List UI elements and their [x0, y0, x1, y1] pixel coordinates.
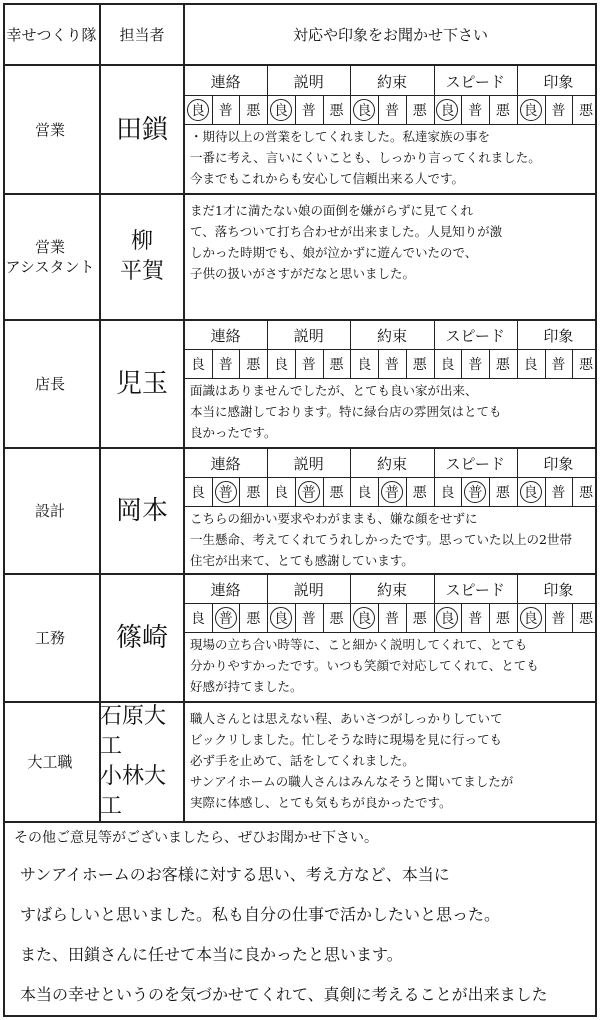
category-label: 連絡 — [210, 580, 241, 599]
staff-name — [100, 448, 184, 574]
header-staff: 担当者 — [119, 26, 165, 44]
footer-comment-line: すばらしいと思いました。私も自分の仕事で活かしたいと思った。 — [20, 905, 501, 924]
role-text — [35, 120, 65, 140]
category-label: 約束 — [376, 454, 407, 473]
rating-divider — [184, 95, 597, 96]
rating-option: 普 — [301, 357, 316, 373]
category-label: 説明 — [293, 454, 324, 473]
role-line: 大工職 — [27, 753, 73, 771]
role-label — [0, 66, 100, 194]
footer-comment-line: また、田鎖さんに任せて本当に良かったと思います。 — [20, 945, 403, 964]
role-text — [35, 628, 65, 648]
rating-option: 悪 — [329, 357, 344, 373]
role-label — [0, 702, 100, 822]
header-team: 幸せつくり隊 — [6, 26, 97, 44]
role-label — [0, 448, 100, 574]
rating-option: 良 — [274, 357, 289, 373]
rating-option: 悪 — [246, 485, 261, 501]
rating-option: 普 — [468, 611, 483, 627]
selected-rating-circle — [270, 607, 292, 629]
comment-line: ビックリしました。忙しそうな時に現場を見に行っても — [190, 732, 503, 747]
role-line: 営業 — [34, 121, 65, 139]
staff-name — [100, 702, 184, 822]
category-label: スピード — [445, 72, 505, 91]
rating-option: 悪 — [495, 485, 510, 501]
role-text — [35, 501, 65, 521]
staff-name — [100, 574, 184, 702]
rating-option: 普 — [551, 103, 566, 119]
rating-divider — [184, 477, 597, 478]
role-line: 営業 — [34, 238, 65, 256]
category-label: 連絡 — [210, 72, 241, 91]
role-text — [35, 374, 65, 394]
comment-line: 実際に体感し、とても気もちが良かったです。 — [190, 795, 452, 810]
staff-name-line: 石原大工 — [100, 704, 167, 759]
category-label: 印象 — [543, 326, 574, 345]
rating-option: 普 — [301, 611, 316, 627]
role-label — [0, 194, 100, 320]
role-label — [0, 574, 100, 702]
rating-option: 良 — [274, 103, 289, 119]
rating-option: 普 — [468, 357, 483, 373]
comment-line: 職人さんとは思えない程、あいさつがしっかりしていて — [190, 711, 503, 726]
comment-line: 現場の立ち合い時等に、こと細かく説明してくれて、とても — [190, 637, 528, 652]
rating-option: 良 — [190, 103, 205, 119]
rating-option: 良 — [190, 485, 205, 501]
rating-option: 良 — [523, 611, 538, 627]
staff-name-line: 柳 — [130, 229, 153, 254]
rating-option: 悪 — [246, 103, 261, 119]
staff-name — [100, 320, 184, 448]
rating-option: 悪 — [412, 357, 427, 373]
selected-rating-circle — [215, 607, 237, 629]
comment-line: 分かりやすかったです。いつも笑顔で対応してくれて、とても — [190, 658, 539, 673]
category-label: 説明 — [293, 580, 324, 599]
staff-name-line: 田鎖 — [115, 115, 168, 145]
rating-option: 悪 — [579, 103, 594, 119]
comment-line: 好感が持てました。 — [190, 679, 303, 694]
rating-divider — [184, 506, 597, 507]
rating-divider — [184, 349, 597, 350]
rating-option: 普 — [384, 485, 399, 501]
staff-name-line: 児玉 — [115, 369, 168, 399]
selected-rating-circle — [215, 481, 237, 503]
selected-rating-circle — [381, 481, 403, 503]
rating-option: 悪 — [412, 611, 427, 627]
staff-name-line: 岡本 — [115, 496, 168, 526]
staff-name-line: 平賀 — [119, 259, 164, 284]
rating-option: 普 — [468, 485, 483, 501]
rating-option: 良 — [440, 485, 455, 501]
rating-divider — [184, 124, 597, 125]
rating-option: 普 — [551, 485, 566, 501]
rating-divider — [184, 378, 597, 379]
rating-option: 悪 — [495, 357, 510, 373]
category-label: 印象 — [543, 454, 574, 473]
rating-option: 普 — [384, 103, 399, 119]
comment-line: 良かったです。 — [190, 425, 277, 440]
rating-divider — [184, 632, 597, 633]
comment-line: て、落ちついて打ち合わせが出来ました。人見知りが激 — [190, 224, 503, 239]
rating-option: 悪 — [495, 103, 510, 119]
category-label: 説明 — [293, 326, 324, 345]
rating-option: 良 — [523, 485, 538, 501]
rating-option: 良 — [357, 485, 372, 501]
comment-line: こちらの細かい要求やわがままも、嫌な顔をせずに — [190, 511, 478, 526]
selected-rating-circle — [520, 607, 542, 629]
staff-name — [100, 194, 184, 320]
footer-comment-line: 本当の幸せというのを気づかせてくれて、真剣に考えることが出来ました — [20, 985, 548, 1004]
rating-option: 普 — [384, 611, 399, 627]
rating-option: 良 — [357, 357, 372, 373]
rating-option: 良 — [523, 357, 538, 373]
staff-name-line: 小林大工 — [100, 764, 167, 819]
rating-option: 悪 — [329, 611, 344, 627]
role-line: 工務 — [34, 629, 65, 647]
comment-line: 本当に感謝しております。特に緑台店の雰囲気はとても — [190, 404, 502, 419]
category-label: 説明 — [293, 72, 324, 91]
rating-option: 悪 — [579, 611, 594, 627]
rating-option: 良 — [440, 357, 455, 373]
category-label: スピード — [445, 580, 505, 599]
comment-line: 一生懸命、考えてくれてうれしかったです。思っていた以上の2世帯 — [190, 532, 572, 547]
comment-line: 住宅が出来て、とても感謝しています。 — [190, 553, 414, 568]
rating-option: 普 — [301, 485, 316, 501]
rating-option: 良 — [357, 611, 372, 627]
comment-line: 今までもこれからも安心して信頼出来る人です。 — [190, 171, 465, 186]
rating-option: 良 — [523, 103, 538, 119]
footer-label: その他ご意見等がございましたら、ぜひお聞かせ下さい。 — [14, 830, 378, 846]
rating-option: 悪 — [412, 485, 427, 501]
rating-option: 良 — [190, 357, 205, 373]
comment-line: サンアイホームの職人さんはみんなそうと聞いてましたが — [190, 774, 514, 789]
comment-line: 面識はありませんでしたが、とても良い家が出来、 — [190, 383, 478, 398]
selected-rating-circle — [187, 99, 209, 121]
rating-option: 悪 — [329, 103, 344, 119]
rating-option: 普 — [301, 103, 316, 119]
rating-option: 良 — [274, 611, 289, 627]
rating-option: 良 — [440, 103, 455, 119]
rating-divider — [184, 603, 597, 604]
comment-line: 必ず手を止めて、話をしてくれました。 — [190, 753, 415, 768]
footer-comment-line: サンアイホームのお客様に対する思い、考え方など、本当に — [20, 865, 450, 884]
category-label: スピード — [445, 454, 505, 473]
category-label: 印象 — [543, 72, 574, 91]
rating-option: 普 — [218, 103, 233, 119]
selected-rating-circle — [520, 481, 542, 503]
comment-line: まだ1才に満たない娘の面倒を嫌がらずに見てくれ — [190, 203, 473, 218]
rating-option: 悪 — [579, 357, 594, 373]
role-label — [0, 320, 100, 448]
header-question: 対応や印象をお聞かせ下さい — [292, 26, 488, 44]
category-label: 約束 — [376, 72, 407, 91]
comment-line: 子供の扱いがさすがだなと思いました。 — [190, 266, 416, 281]
comment-line: しかった時期でも、娘が泣かずに遊んでいたので、 — [190, 245, 478, 260]
rating-option: 普 — [384, 357, 399, 373]
selected-rating-circle — [270, 99, 292, 121]
rating-option: 悪 — [329, 485, 344, 501]
rating-option: 普 — [551, 357, 566, 373]
rating-option: 悪 — [579, 485, 594, 501]
category-label: 連絡 — [210, 326, 241, 345]
rating-option: 悪 — [246, 611, 261, 627]
selected-rating-circle — [298, 481, 320, 503]
staff-name — [100, 66, 184, 194]
rating-option: 普 — [218, 357, 233, 373]
rating-option: 悪 — [412, 103, 427, 119]
rating-option: 悪 — [495, 611, 510, 627]
rating-option: 普 — [218, 485, 233, 501]
rating-option: 良 — [440, 611, 455, 627]
staff-name-line: 篠崎 — [115, 623, 168, 653]
category-label: 約束 — [376, 326, 407, 345]
role-line: 設計 — [34, 502, 65, 520]
category-label: 連絡 — [210, 454, 241, 473]
rating-option: 普 — [218, 611, 233, 627]
role-line: アシスタント — [5, 258, 95, 276]
rating-option: 良 — [357, 103, 372, 119]
category-label: 印象 — [543, 580, 574, 599]
rating-option: 悪 — [246, 357, 261, 373]
rating-option: 普 — [551, 611, 566, 627]
comment-line: ・期待以上の営業をしてくれました。私達家族の事を — [190, 129, 491, 144]
selected-rating-circle — [520, 99, 542, 121]
category-label: スピード — [445, 326, 505, 345]
role-text — [27, 752, 72, 772]
role-line: 店長 — [34, 375, 65, 393]
role-text — [6, 237, 95, 277]
rating-option: 良 — [190, 611, 205, 627]
comment-line: 一番に考え、言いにくいことも、しっかり言ってくれました。 — [190, 150, 541, 165]
category-label: 約束 — [376, 580, 407, 599]
rating-option: 良 — [274, 485, 289, 501]
rating-option: 普 — [468, 103, 483, 119]
